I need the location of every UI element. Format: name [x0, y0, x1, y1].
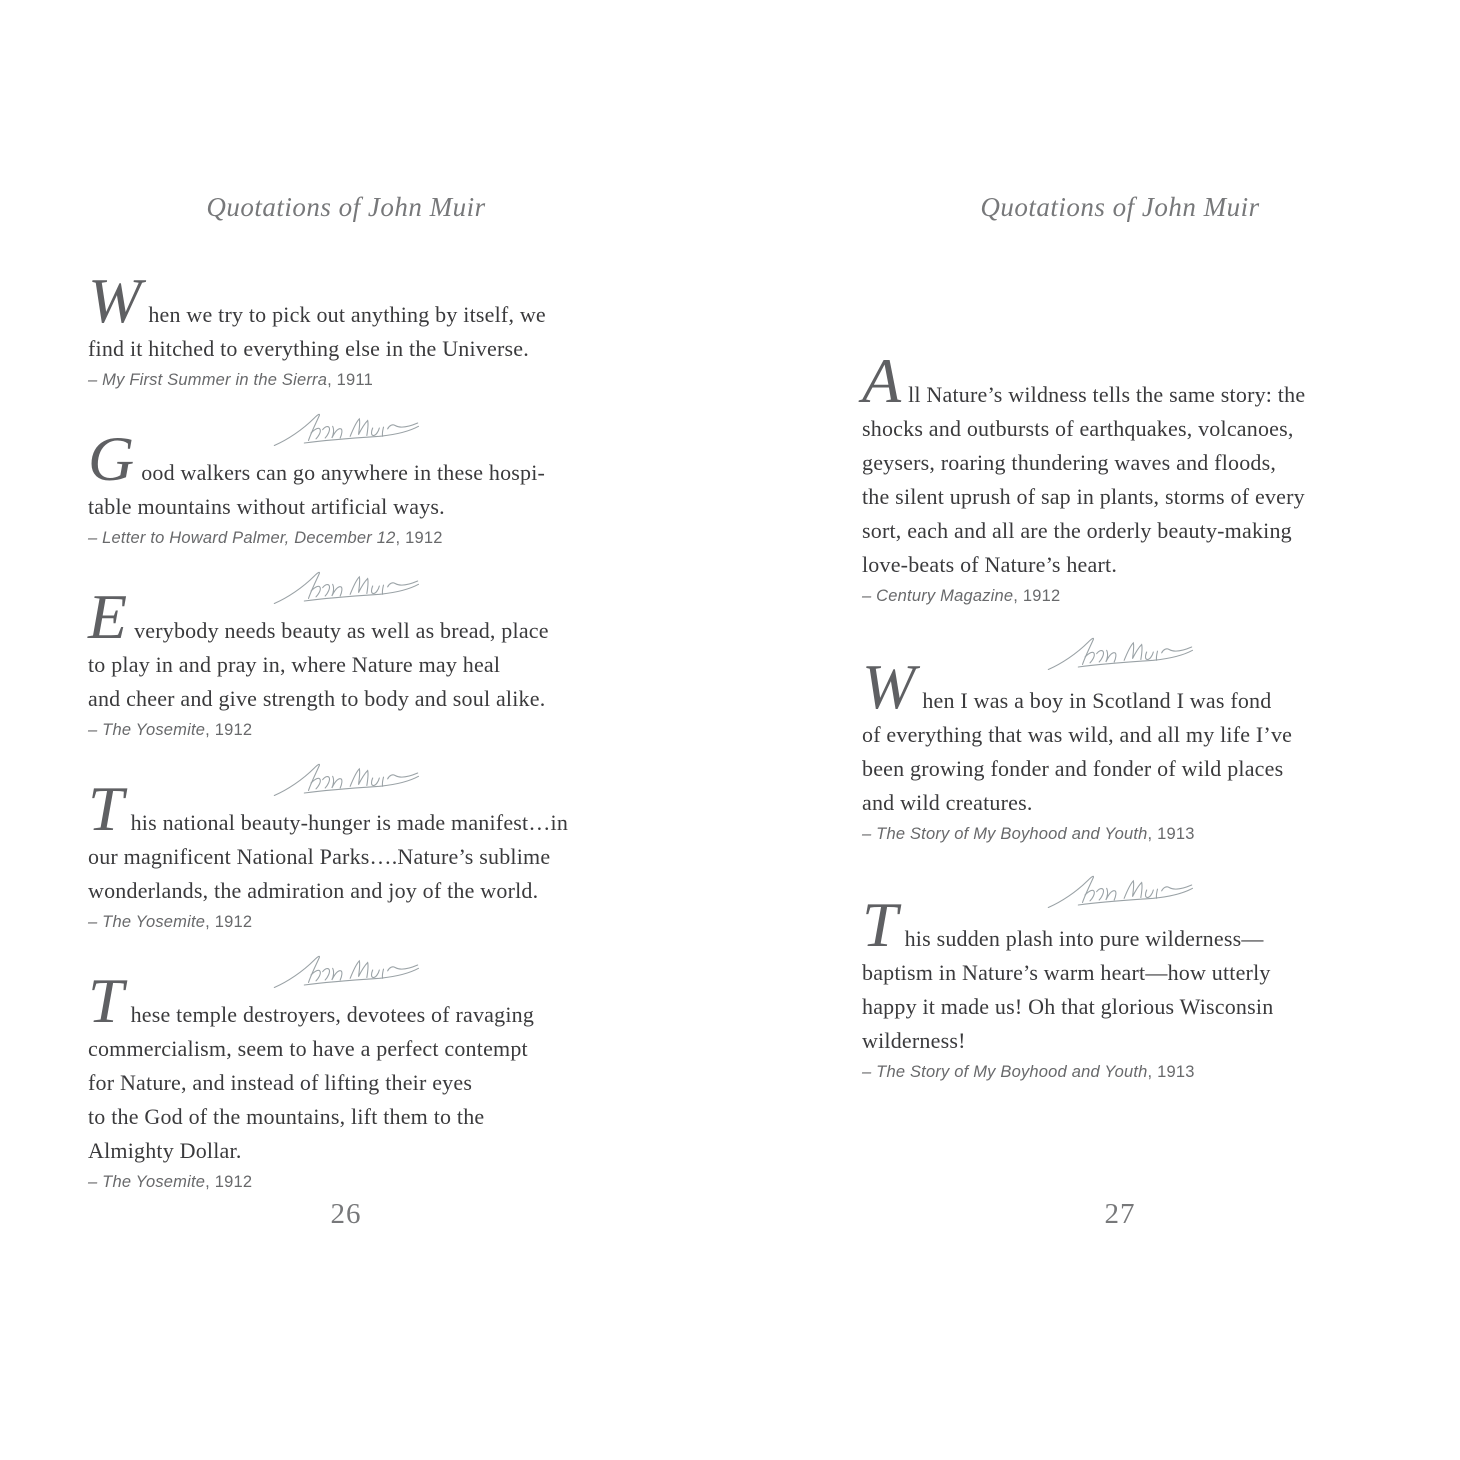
- quote-block: [88, 265, 604, 390]
- john-muir-signature-icon: [1045, 632, 1195, 672]
- attribution-year: , 1912: [205, 1173, 253, 1191]
- quote-block: [862, 651, 1378, 844]
- quote-line: All Nature’s wildness tells the same story: the: [862, 345, 1306, 416]
- drop-cap: G: [88, 423, 135, 494]
- quote-attribution: [862, 586, 1378, 606]
- attribution-source: – Letter to Howard Palmer, December 12: [88, 529, 396, 547]
- attribution-year: , 1911: [327, 371, 373, 389]
- drop-cap: W: [88, 265, 142, 336]
- quote-line: for Nature, and instead of lifting their eyes: [88, 1070, 473, 1095]
- quote-block: [88, 423, 604, 548]
- attribution-source: – The Yosemite: [88, 721, 206, 739]
- quote-line: These temple destroyers, devotees of ravaging: [88, 965, 535, 1036]
- quote-line: been growing fonder and fonder of wild places: [862, 756, 1284, 781]
- quote-block: [88, 965, 604, 1192]
- john-muir-signature-icon: [271, 950, 421, 990]
- drop-cap: W: [862, 651, 916, 722]
- quote-line: commercialism, seem to have a perfect contempt: [88, 1036, 528, 1061]
- quotes-column: [88, 265, 604, 1192]
- attribution-year: , 1912: [395, 529, 443, 547]
- quote-line: find it hitched to everything else in the Universe.: [88, 336, 529, 361]
- attribution-source: – The Story of My Boyhood and Youth: [862, 825, 1148, 843]
- attribution-year: , 1912: [1013, 587, 1061, 605]
- quote-block: [862, 889, 1378, 1082]
- page-right: [862, 0, 1378, 1230]
- attribution-source: – My First Summer in the Sierra: [88, 371, 328, 389]
- quote-line: our magnificent National Parks….Nature’s sublime: [88, 844, 551, 869]
- quote-line: shocks and outbursts of earthquakes, volcanoes,: [862, 416, 1294, 441]
- quote-line: wilderness!: [862, 1028, 966, 1053]
- quote-text: [862, 651, 1378, 820]
- quote-attribution: [862, 824, 1378, 844]
- quote-block: [88, 773, 604, 932]
- attribution-year: , 1913: [1147, 825, 1195, 843]
- quote-line: sort, each and all are the orderly beauty-making: [862, 518, 1292, 543]
- quote-line: and cheer and give strength to body and soul alike.: [88, 686, 546, 711]
- quote-attribution: [88, 528, 604, 548]
- quote-text: [88, 423, 604, 524]
- quote-line: baptism in Nature’s warm heart—how utterly: [862, 960, 1271, 985]
- quote-text: [88, 965, 604, 1168]
- quote-line: When we try to pick out anything by itself, we: [88, 265, 546, 336]
- attribution-source: – The Yosemite: [88, 913, 206, 931]
- attribution-year: , 1913: [1147, 1063, 1195, 1081]
- drop-cap: E: [88, 581, 128, 652]
- drop-cap: T: [862, 889, 898, 960]
- quote-line: Good walkers can go anywhere in these hospi-: [88, 423, 546, 494]
- page-number: 26: [330, 1198, 362, 1230]
- john-muir-signature-icon: [271, 566, 421, 606]
- page-left: [88, 0, 604, 1230]
- quote-line: geysers, roaring thundering waves and floods,: [862, 450, 1277, 475]
- quote-text: [862, 889, 1378, 1058]
- john-muir-signature-icon: [271, 758, 421, 798]
- page-number: 27: [1104, 1198, 1136, 1230]
- quote-line: of everything that was wild, and all my life I’ve: [862, 722, 1293, 747]
- quote-attribution: [88, 1172, 604, 1192]
- attribution-source: – Century Magazine: [862, 587, 1014, 605]
- quote-line: wonderlands, the admiration and joy of the world.: [88, 878, 539, 903]
- attribution-source: – The Story of My Boyhood and Youth: [862, 1063, 1148, 1081]
- running-header: Quotations of John Muir: [206, 192, 486, 222]
- quote-block: [862, 345, 1378, 606]
- quote-text: [88, 581, 604, 716]
- quote-text: [88, 265, 604, 366]
- quote-line: the silent uprush of sap in plants, storms of every: [862, 484, 1305, 509]
- quote-attribution: [88, 912, 604, 932]
- quote-line: This national beauty-hunger is made manifest…in: [88, 773, 569, 844]
- quote-attribution: [88, 720, 604, 740]
- quote-line: happy it made us! Oh that glorious Wisconsin: [862, 994, 1274, 1019]
- attribution-year: , 1912: [205, 721, 253, 739]
- quote-text: [88, 773, 604, 908]
- quote-attribution: [88, 370, 604, 390]
- drop-cap: T: [88, 773, 124, 844]
- quotes-column: [862, 345, 1378, 1082]
- quote-line: When I was a boy in Scotland I was fond: [862, 651, 1272, 722]
- john-muir-signature-icon: [271, 408, 421, 448]
- attribution-year: , 1912: [205, 913, 253, 931]
- quote-block: [88, 581, 604, 740]
- quote-line: and wild creatures.: [862, 790, 1033, 815]
- quote-line: table mountains without artificial ways.: [88, 494, 445, 519]
- drop-cap: T: [88, 965, 124, 1036]
- quote-attribution: [862, 1062, 1378, 1082]
- running-header: Quotations of John Muir: [980, 192, 1260, 222]
- quote-line: to the God of the mountains, lift them to the: [88, 1104, 485, 1129]
- john-muir-signature-icon: [1045, 870, 1195, 910]
- quote-line: to play in and pray in, where Nature may heal: [88, 652, 501, 677]
- quote-text: [862, 345, 1378, 582]
- quote-line: This sudden plash into pure wilderness—: [862, 889, 1264, 960]
- attribution-source: – The Yosemite: [88, 1173, 206, 1191]
- quote-line: Everybody needs beauty as well as bread, place: [88, 581, 549, 652]
- quote-line: love-beats of Nature’s heart.: [862, 552, 1118, 577]
- drop-cap: A: [862, 345, 902, 416]
- quote-line: Almighty Dollar.: [88, 1138, 242, 1163]
